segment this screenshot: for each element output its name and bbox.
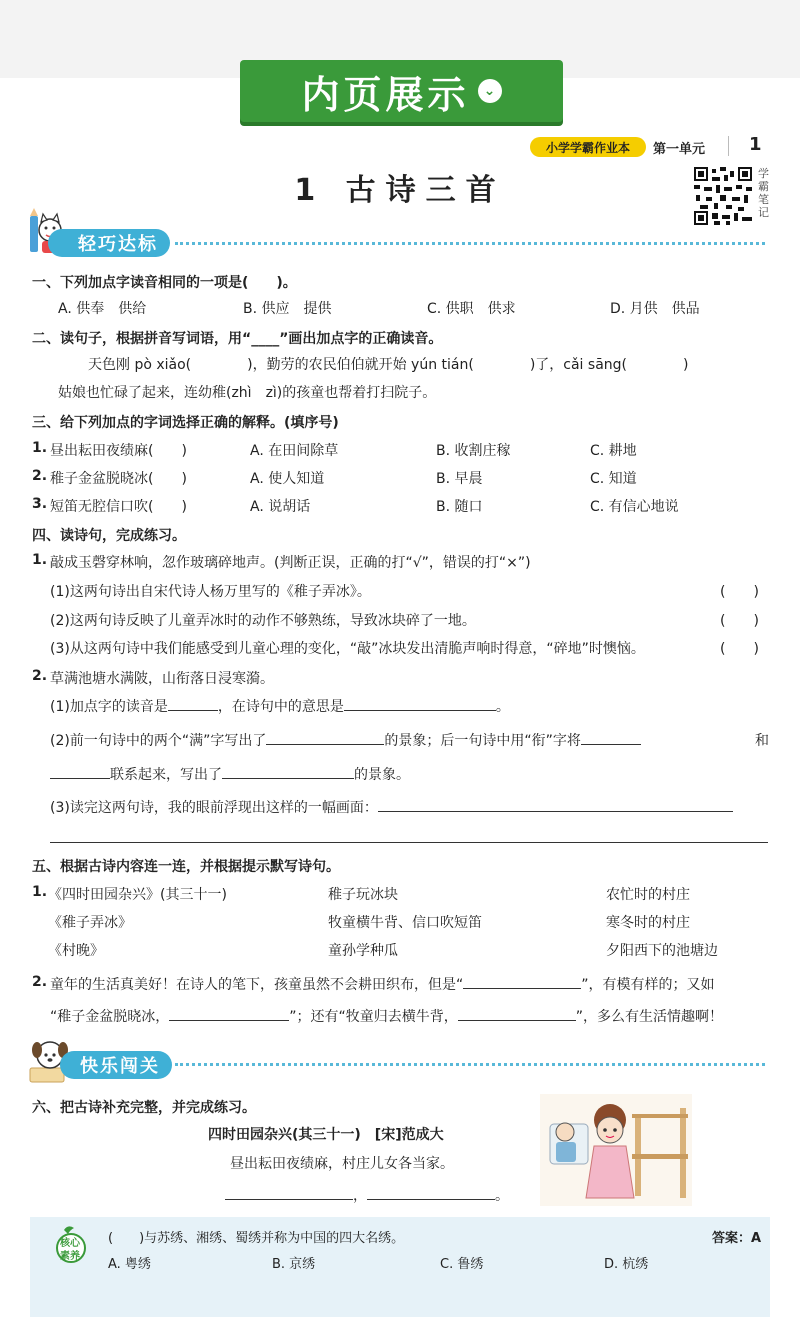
q5-col1-item-3[interactable]: 《村晚》 [48, 943, 104, 959]
q3-row-3-b: B. 随口 [436, 499, 483, 515]
q4-sub2-c: 和 [755, 733, 769, 749]
q4-sub3: (3)读完这两句诗，我的眼前浮现出这样的一幅画面： [50, 800, 378, 816]
core-option-c: C. 鲁绣 [440, 1257, 484, 1272]
core-option-d: D. 杭绣 [604, 1257, 649, 1272]
q4-sub2-a: (2)前一句诗中的两个“满”字写出了 [50, 733, 267, 749]
answer-blank[interactable] [458, 1006, 576, 1021]
q5-col3-item-1[interactable]: 农忙时的村庄 [606, 887, 690, 903]
q3-row-1-c: C. 耕地 [590, 443, 637, 459]
q4-part1-item-3: (3)从这两句诗中我们能感受到儿童心理的变化，“敲”冰块发出清脆声响时得意，“碎地”时懊恼。 [50, 641, 645, 657]
section-divider [175, 1063, 765, 1066]
q4-part2-sub1 [50, 696, 510, 716]
q5-part2-line-1 [50, 974, 715, 994]
core-answer: 答案：A [712, 1231, 762, 1246]
q4-sub1-b: ，在诗句中的意思是 [217, 699, 344, 715]
q5-part2-num: 2. [32, 974, 48, 990]
answer-blank[interactable] [344, 696, 496, 711]
q5-l1b: ”，有模有样的；又如 [581, 977, 715, 993]
page-banner [240, 60, 563, 122]
q5-l1a: 童年的生活真美好！在诗人的笔下，孩童虽然不会耕田织布，但是“ [50, 977, 464, 993]
core-question: ( )与苏绣、湘绣、蜀绣并称为中国的四大名绣。 [108, 1231, 405, 1246]
q5-col2-item-3[interactable]: 童孙学种瓜 [328, 943, 398, 959]
q2-sentence-line-1: 天色刚 pò xiǎo( )，勤劳的农民伯伯就开始 yún tián( )了，cǎi sāng( ) [88, 357, 689, 373]
section-tag-challenge [60, 1051, 172, 1079]
q1-option-c: C. 供职 供求 [427, 301, 516, 317]
core-badge-label-2: 素养 [60, 1251, 80, 1262]
answer-blank[interactable] [222, 764, 354, 779]
unit-label: 第一单元 [653, 142, 706, 157]
q5-l2b: ”；还有“牧童归去横牛背， [289, 1009, 458, 1025]
q3-row-3-c: C. 有信心地说 [590, 499, 679, 515]
q4-part2-sub3 [50, 797, 733, 817]
q3-row-2-text: 稚子金盆脱晓冰( ) [50, 471, 187, 487]
q4-sub1-a: (1)加点字的读音是 [50, 699, 168, 715]
q4-sub2-b: 的景象；后一句诗中用“衔”字将 [384, 733, 581, 749]
poem-comma: ， [353, 1188, 367, 1204]
core-option-b: B. 京绣 [272, 1257, 316, 1272]
q3-row-3-text: 短笛无腔信口吹( ) [50, 499, 187, 515]
poem-period: 。 [495, 1188, 509, 1204]
qr-label: 学霸笔记 [758, 167, 769, 219]
poem-line: 昼出耘田夜绩麻，村庄儿女各当家。 [230, 1156, 454, 1172]
q3-row-3-a: A. 说胡话 [250, 499, 311, 515]
q5-col2-item-1[interactable]: 稚子玩冰块 [328, 887, 398, 903]
section-tag-basic [48, 229, 170, 257]
lesson-title: 1 古诗三首 [294, 173, 506, 208]
answer-blank[interactable] [266, 730, 384, 745]
book-badge: 小学学霸作业本 [530, 137, 646, 157]
q4-part2-num: 2. [32, 668, 48, 684]
chevron-down-icon[interactable]: ⌄ [478, 79, 502, 103]
q4-sub2-d: 联系起来，写出了 [110, 767, 222, 783]
q2-title: 二、读句子，根据拼音写词语，用“____”画出加点字的正确读音。 [32, 331, 443, 347]
poem-blank-line [225, 1185, 509, 1205]
qr-code-icon[interactable] [694, 167, 752, 225]
q6-title: 六、把古诗补充完整，并完成练习。 [32, 1100, 256, 1116]
q1-option-a: A. 供奉 供给 [58, 301, 147, 317]
answer-blank[interactable] [50, 764, 110, 779]
q3-row-1-a: A. 在田间除草 [250, 443, 339, 459]
q3-row-1-num: 1. [32, 440, 48, 456]
q5-l2a: “稚子金盆脱晓冰， [50, 1009, 170, 1025]
q4-title: 四、读诗句，完成练习。 [32, 528, 186, 544]
q4-sub2-e: 的景象。 [354, 767, 410, 783]
q4-part1-paren-2[interactable]: ( ) [720, 613, 759, 629]
q4-part2-sub2 [50, 730, 641, 750]
q4-part1-paren-3[interactable]: ( ) [720, 641, 759, 657]
q4-sub1-c: 。 [495, 699, 510, 715]
q1-title: 一、下列加点字读音相同的一项是( )。 [32, 275, 297, 291]
page-number: 1 [749, 134, 762, 155]
q3-row-3-num: 3. [32, 496, 48, 512]
q4-part1-text: 敲成玉磬穿林响，忽作玻璃碎地声。(判断正误，正确的打“√”，错误的打“×”) [50, 555, 531, 571]
poem-title: 四时田园杂兴(其三十一) [宋]范成大 [208, 1127, 444, 1143]
q4-part1-paren-1[interactable]: ( ) [720, 584, 759, 600]
answer-blank[interactable] [225, 1185, 353, 1200]
answer-blank[interactable] [463, 974, 581, 989]
q4-part2-sub2-cont [50, 764, 410, 784]
section-tag-label: 快乐闯关 [80, 1056, 160, 1077]
q4-part1-item-1: (1)这两句诗出自宋代诗人杨万里写的《稚子弄冰》。 [50, 584, 371, 600]
q3-title: 三、给下列加点的字词选择正确的解释。(填序号) [32, 415, 339, 431]
answer-blank[interactable] [367, 1185, 495, 1200]
q3-row-2-num: 2. [32, 468, 48, 484]
q3-row-2-b: B. 早晨 [436, 471, 483, 487]
q4-part1-num: 1. [32, 552, 48, 568]
header-divider [728, 136, 729, 156]
answer-blank[interactable] [581, 730, 641, 745]
answer-blank[interactable] [168, 696, 218, 711]
q3-row-2-a: A. 使人知道 [250, 471, 325, 487]
core-option-a: A. 粤绣 [108, 1257, 151, 1272]
weaving-girl-illustration [540, 1094, 692, 1206]
q4-part2-text: 草满池塘水满陂，山衔落日浸寒漪。 [50, 671, 274, 687]
section-tag-label: 轻巧达标 [78, 234, 158, 255]
q5-col3-item-3[interactable]: 夕阳西下的池塘边 [606, 943, 718, 959]
q5-l2c: ”，多么有生活情趣啊！ [575, 1009, 724, 1025]
answer-blank[interactable] [378, 797, 733, 812]
q5-part1-num: 1. [32, 884, 48, 900]
section-divider [175, 242, 765, 245]
q1-option-b: B. 供应 提供 [243, 301, 332, 317]
q5-col2-item-2[interactable]: 牧童横牛背、信口吹短笛 [328, 915, 482, 931]
q5-col3-item-2[interactable]: 寒冬时的村庄 [606, 915, 690, 931]
q3-row-1-text: 昼出耘田夜绩麻( ) [50, 443, 187, 459]
banner-title: 内页展示 [301, 72, 470, 117]
q5-title: 五、根据古诗内容连一连，并根据提示默写诗句。 [32, 859, 340, 875]
q3-row-1-b: B. 收割庄稼 [436, 443, 511, 459]
q1-option-d: D. 月供 供品 [610, 301, 700, 317]
q2-sentence-line-2: 姑娘也忙碌了起来，连幼稚(zhì zì)的孩童也帮着打扫院子。 [58, 385, 437, 401]
answer-line[interactable] [50, 842, 768, 843]
q5-col1-item-2[interactable]: 《稚子弄冰》 [48, 915, 132, 931]
q5-part2-line-2 [50, 1006, 723, 1026]
core-badge-label-1: 核心 [60, 1238, 80, 1249]
q3-row-2-c: C. 知道 [590, 471, 637, 487]
q4-part1-item-2: (2)这两句诗反映了儿童弄冰时的动作不够熟练，导致冰块碎了一地。 [50, 613, 476, 629]
answer-blank[interactable] [169, 1006, 289, 1021]
q5-col1-item-1[interactable]: 《四时田园杂兴》(其三十一) [48, 887, 227, 903]
